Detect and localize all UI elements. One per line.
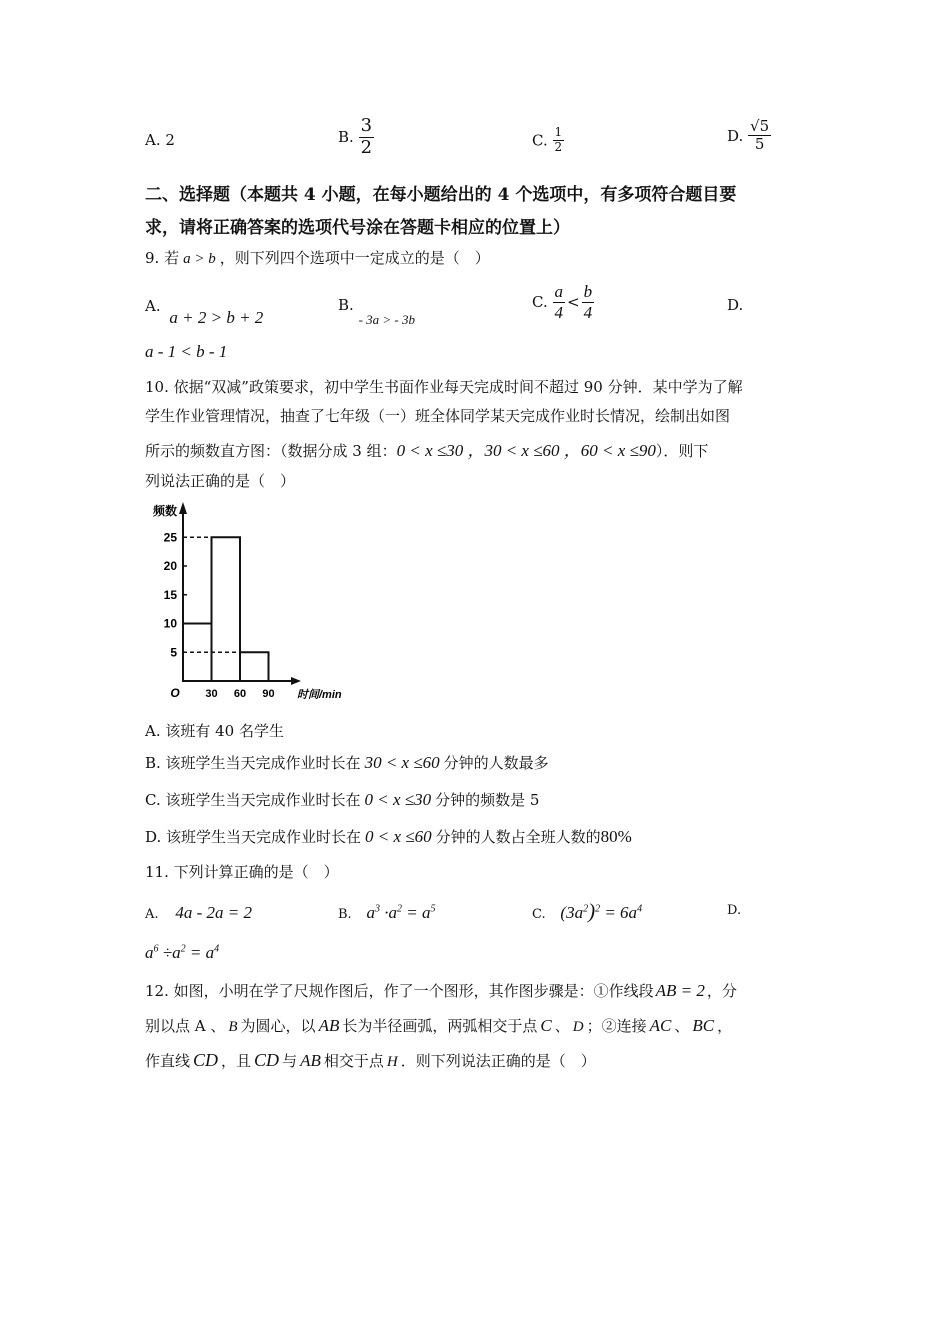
q11-option-d: D. [727, 903, 742, 918]
stem-math: AC [649, 1016, 672, 1035]
option-math: a + 2 > b + 2 [169, 308, 264, 327]
q8-option-c [532, 126, 564, 155]
y-tick-label: 25 [163, 530, 177, 545]
denominator: 5 [754, 135, 765, 154]
x-tick-label: 90 [262, 688, 275, 700]
q10-stem-line4: 列说法正确的是（ ） [145, 472, 296, 490]
q11-option-d-math [145, 943, 219, 963]
option-label: C. [532, 131, 548, 150]
q9-option-d: D. [727, 296, 744, 314]
section-heading-line1: 二、选择题（本题共 4 小题，在每小题给出的 4 个选项中，有多项符合题目要 [145, 185, 737, 205]
numerator: 3 [360, 115, 373, 136]
stem-math: H [386, 1054, 398, 1070]
q9-option-d-math: a - 1 < b - 1 [145, 342, 228, 361]
option-math [560, 899, 643, 923]
q11-option-c [532, 899, 642, 924]
stem-math: CD [193, 1050, 219, 1070]
exponent: 3 [374, 903, 380, 915]
option-label: C. [532, 293, 548, 312]
q10-stem-line3 [145, 436, 708, 461]
numerator: a [554, 282, 563, 301]
stem-text: 作直线 [145, 1052, 191, 1070]
frequency-histogram [145, 498, 360, 708]
numerator: 1 [554, 125, 563, 139]
numerator: √5 [750, 117, 770, 135]
option-label: B. [338, 128, 354, 147]
stem-text: 12. 如图，小明在学了尺规作图后，作了一个图形，其作图步骤是：①作线段 [145, 982, 654, 1000]
stem-text: ，分 [706, 982, 737, 1000]
x-axis-arrow [291, 677, 301, 685]
option-math: 0 < x ≤60 [365, 827, 432, 846]
math-part: = 6a [600, 903, 638, 922]
stem-text: 、 [674, 1017, 690, 1035]
option-text: B. 该班学生当天完成作业时长在 [145, 754, 361, 772]
q10-option-c [145, 789, 539, 810]
stem-text: 、 [554, 1017, 570, 1035]
exponent: 4 [637, 903, 643, 915]
q10-option-a: A. 该班有 40 名学生 [145, 722, 284, 740]
stem-math: B [228, 1019, 238, 1035]
math-part: ·a [379, 903, 397, 922]
q12-stem-line2 [145, 1015, 732, 1036]
stem-math: BC [692, 1016, 715, 1035]
fraction [748, 118, 771, 154]
math-part: a [145, 943, 154, 962]
option-label: B. [338, 907, 352, 922]
y-tick-label: 5 [170, 645, 177, 660]
math-part: ) [588, 899, 596, 923]
math-part: = a [185, 943, 215, 962]
x-tick-label: 30 [205, 688, 218, 700]
fraction [553, 282, 566, 322]
option-text: 分钟的频数是 5 [435, 791, 540, 809]
math-part: ÷a [158, 943, 181, 962]
option-math [366, 903, 435, 922]
exponent: 2 [396, 903, 402, 915]
stem-text: ，且 [221, 1052, 252, 1070]
option-math: - 3a > - 3b [358, 312, 416, 327]
stem-text: 为圆心，以 [240, 1017, 316, 1035]
section-heading-line2: 求，请将正确答案的选项代号涂在答题卡相应的位置上） [145, 218, 570, 238]
math-part: a [366, 903, 375, 922]
stem-math: AB [318, 1016, 340, 1035]
q10-stem-line1: 10. 依据“双减”政策要求，初中学生书面作业每天完成时间不超过 90 分钟．某中学为了解 [145, 378, 743, 396]
exponent: 2 [583, 903, 589, 915]
stem-text: ）．则下 [655, 442, 709, 460]
q9-option-b [338, 296, 416, 327]
option-text: D. 该班学生当天完成作业时长在 [145, 828, 362, 846]
option-label: A. [145, 907, 159, 922]
q11-option-a [145, 903, 252, 923]
option-math: 30 < x ≤60 [364, 753, 440, 772]
x-tick-label: 60 [233, 688, 247, 700]
x-axis-label: 时间/min [297, 689, 342, 701]
option-math: 0 < x ≤30 [364, 790, 432, 809]
q8-option-b [338, 116, 374, 158]
denominator: 4 [554, 302, 563, 322]
q8-option-d [727, 118, 771, 154]
stem-text: 别以点 A 、 [145, 1017, 226, 1035]
exponent: 6 [153, 943, 159, 955]
q10-stem-line2: 学生作业管理情况，抽查了七年级（一）班全体同学某天完成作业时长情况，绘制出如图 [145, 407, 731, 425]
stem-text: 9. 若 [145, 249, 180, 267]
stem-text: ，则下列四个选项中一定成立的是（ ） [219, 249, 490, 267]
stem-math: CD [254, 1050, 280, 1070]
denominator: 2 [554, 139, 563, 154]
denominator: 2 [360, 136, 373, 158]
fraction [582, 282, 595, 322]
y-tick-label: 20 [163, 559, 177, 573]
q8-option-a: A. 2 [145, 131, 175, 149]
y-tick-label: 10 [163, 616, 177, 631]
q10-option-d [145, 826, 632, 847]
math-part: = a [401, 903, 431, 922]
option-text: 分钟的人数最多 [443, 754, 549, 772]
stem-text: 相交于点 [323, 1052, 384, 1070]
exponent: 4 [214, 943, 220, 955]
q12-stem-line3 [145, 1050, 596, 1071]
math-part: (3a [560, 903, 584, 922]
option-text: C. 该班学生当天完成作业时长在 [145, 791, 361, 809]
exponent: 2 [595, 903, 601, 915]
stem-text: ；②连接 [586, 1017, 647, 1035]
q9-option-a [145, 296, 264, 327]
stem-math: AB = 2 [655, 981, 705, 1000]
stem-math: 0 < x ≤30 ，30 < x ≤60 ，60 < x ≤90 [396, 441, 656, 460]
stem-text: 与 [282, 1052, 298, 1070]
q9-stem [145, 247, 490, 268]
fraction [553, 126, 565, 155]
stem-text: ， [717, 1017, 733, 1035]
exponent: 2 [180, 943, 186, 955]
y-axis-arrow [179, 502, 187, 514]
y-axis-label: 频数 [153, 504, 178, 518]
option-math: 4a - 2a = 2 [175, 903, 252, 922]
stem-math: C [540, 1016, 552, 1035]
stem-text: ．则下列说法正确的是（ ） [400, 1052, 596, 1070]
stem-math: AB [300, 1051, 321, 1070]
stem-text: 长为半径画弧，两弧相交于点 [342, 1017, 538, 1035]
denominator: 4 [583, 302, 593, 322]
option-label: A. [145, 297, 161, 315]
q9-option-c [532, 282, 594, 322]
q11-option-b [338, 903, 435, 923]
stem-text: 所示的频数直方图：（数据分成 3 组： [145, 442, 397, 460]
operator: < [567, 293, 580, 312]
q11-stem: 11. 下列计算正确的是（ ） [145, 863, 339, 881]
stem-math: D [572, 1019, 584, 1035]
histogram-bar [212, 537, 241, 681]
stem-math: a > b [183, 251, 216, 267]
exponent: 5 [430, 903, 436, 915]
fraction [359, 116, 374, 158]
q10-option-b [145, 752, 549, 773]
numerator: b [583, 282, 593, 301]
origin-label: O [170, 686, 180, 700]
q12-stem-line1 [145, 980, 737, 1001]
option-label: B. [338, 296, 354, 314]
option-label: C. [532, 907, 546, 922]
option-math: 80% [600, 827, 632, 846]
y-tick-label: 15 [163, 587, 177, 602]
option-text: 分钟的人数占全班人数的 [435, 828, 601, 846]
option-label: D. [727, 126, 744, 145]
histogram-bar [240, 652, 269, 681]
